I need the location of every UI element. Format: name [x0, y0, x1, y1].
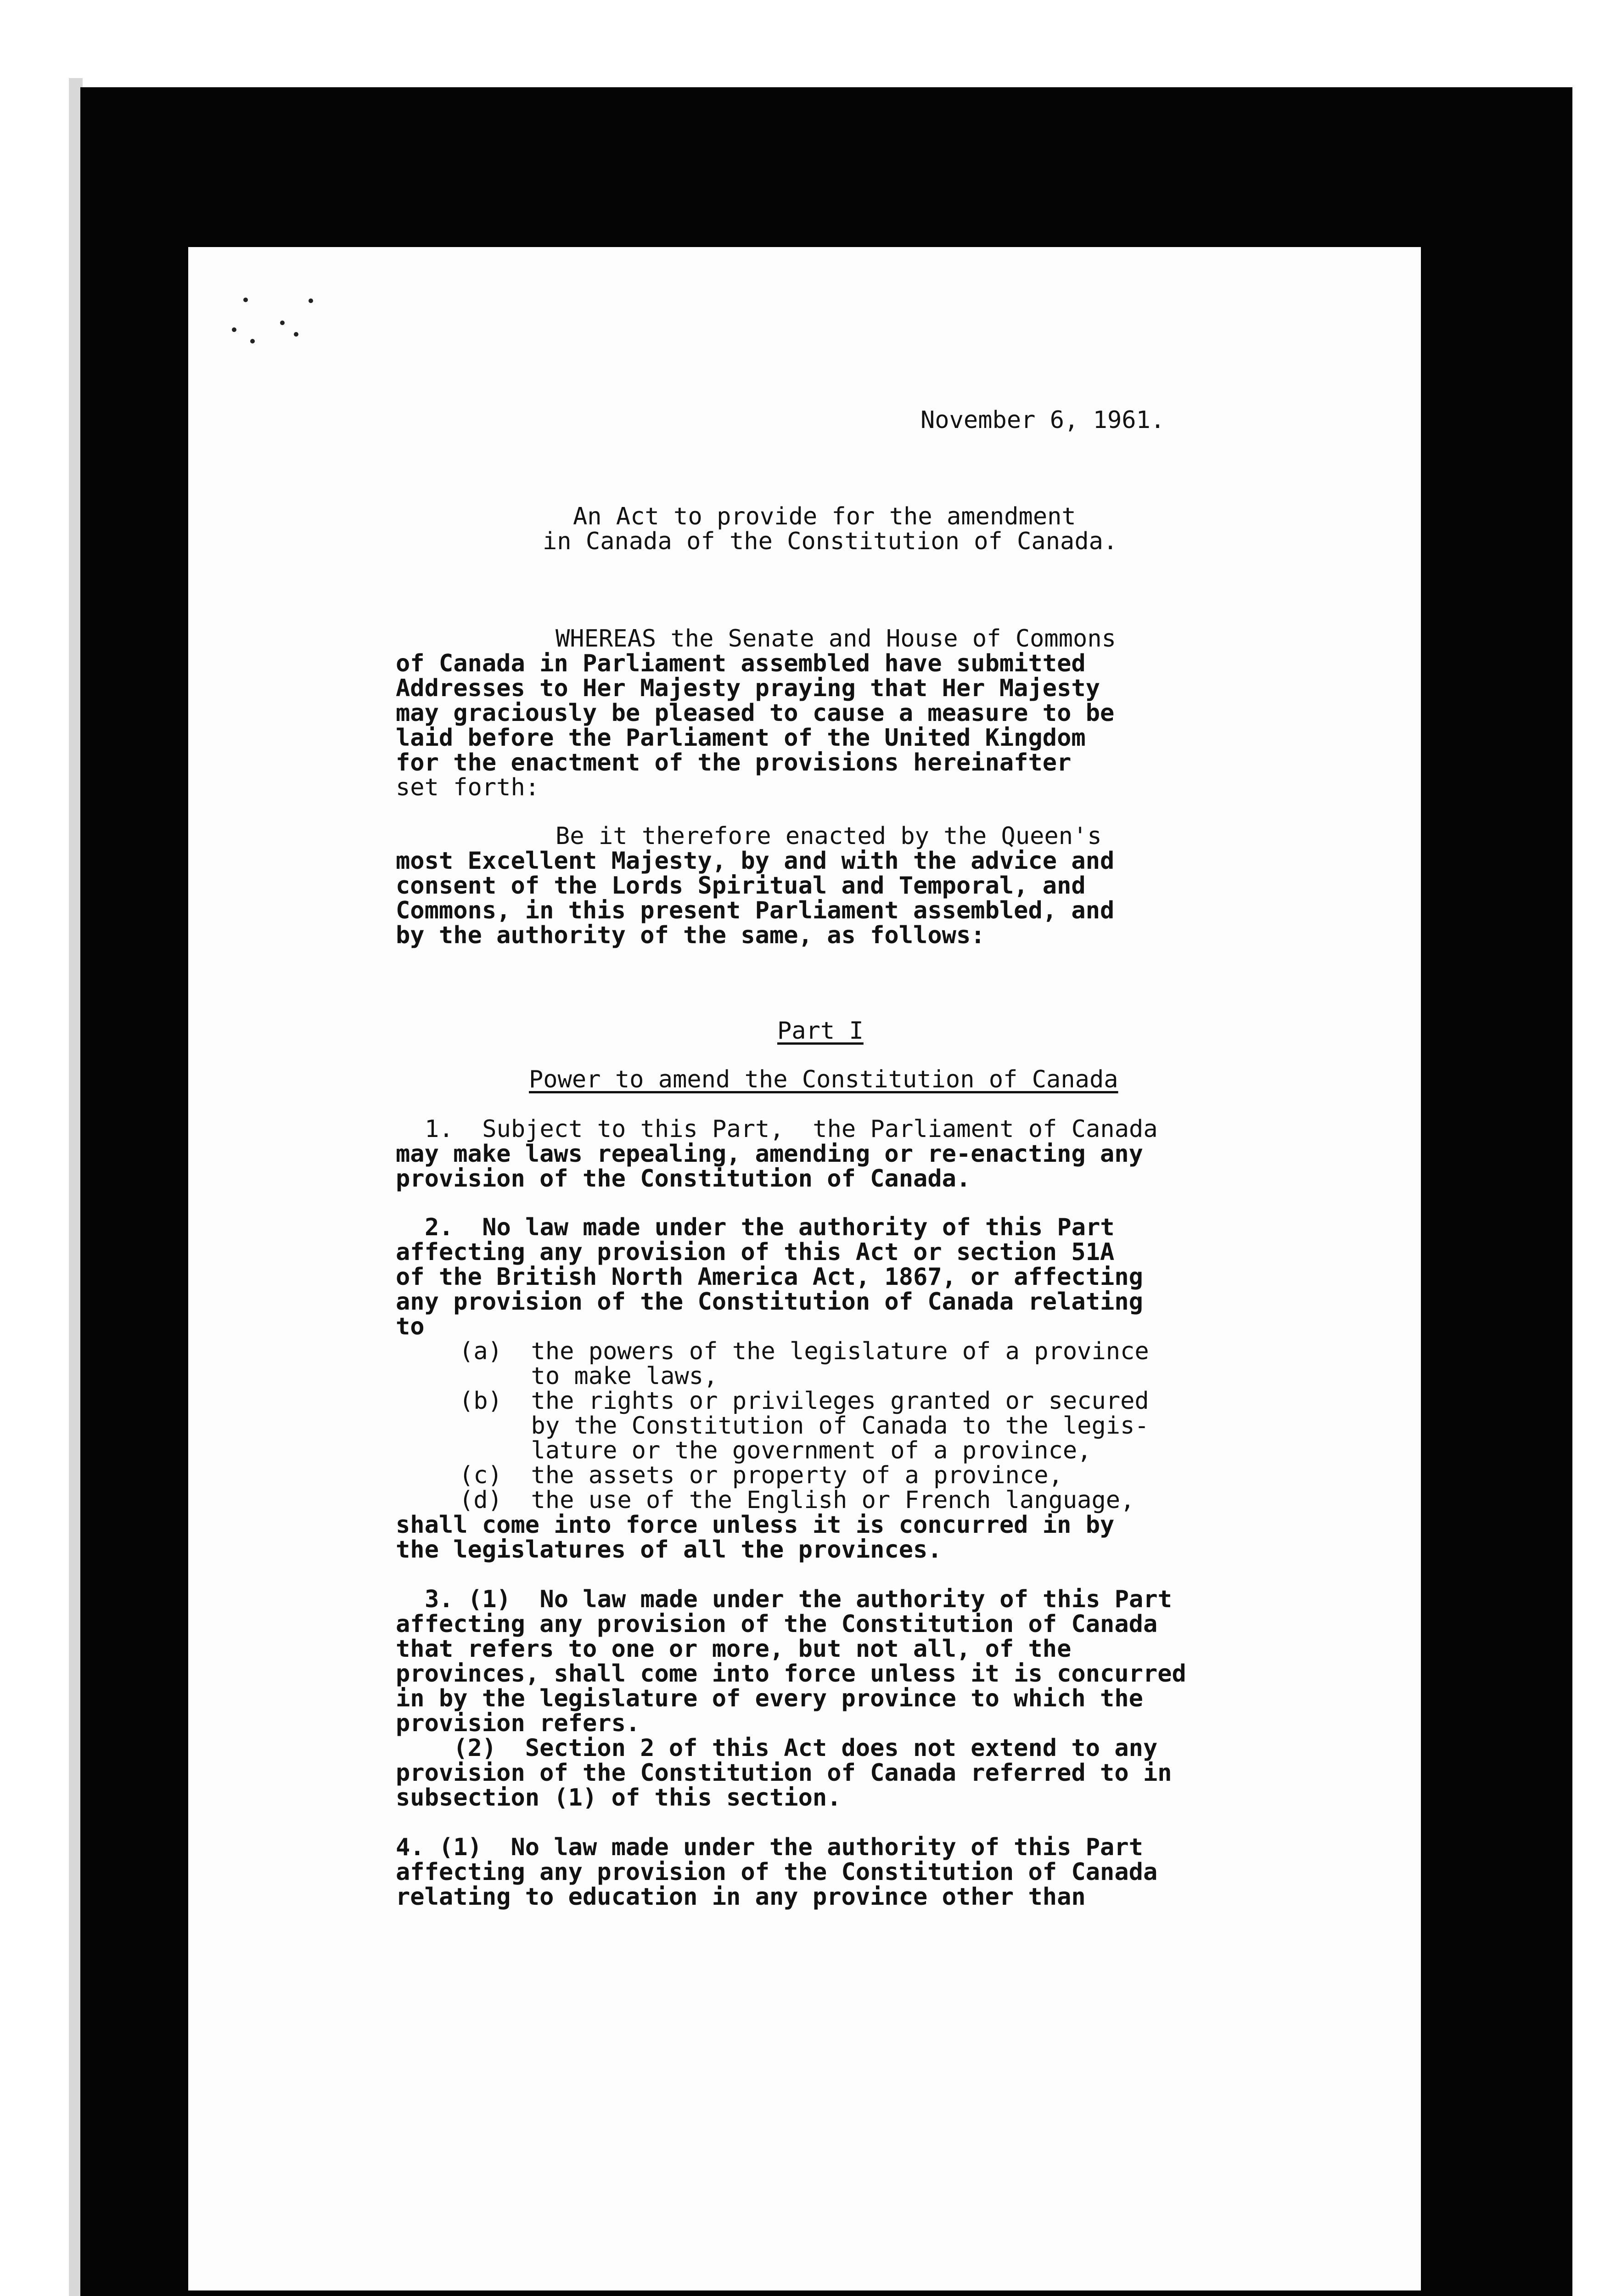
whereas-line: set forth:: [396, 774, 540, 801]
enacted-line: most Excellent Majesty, by and with the advice and: [396, 847, 1115, 875]
section-3-line: provision of the Constitution of Canada referred to in: [396, 1759, 1172, 1787]
section-2-tail: shall come into force unless it is concurred in by: [396, 1511, 1115, 1539]
act-title-line-2: in Canada of the Constitution of Canada.: [543, 528, 1118, 555]
section-4-line: relating to education in any province other than: [396, 1883, 1086, 1911]
document-body: [188, 247, 1421, 2290]
section-2-line: to: [396, 1313, 425, 1340]
section-2-item: to make laws,: [459, 1362, 718, 1390]
section-3-line: 3. (1) No law made under the authority of this Part: [425, 1586, 1172, 1613]
section-2-item: by the Constitution of Canada to the legis-: [459, 1412, 1149, 1440]
section-3-line: (2) Section 2 of this Act does not extend to any: [396, 1734, 1158, 1762]
section-3-line: provinces, shall come into force unless it is concurred: [396, 1660, 1186, 1688]
section-2-line: any provision of the Constitution of Canada relating: [396, 1288, 1143, 1316]
part-subheading: Power to amend the Constitution of Canada: [529, 1066, 1118, 1093]
section-2-line: 2. No law made under the authority of this Part: [425, 1214, 1115, 1241]
section-1-line: provision of the Constitution of Canada.: [396, 1165, 971, 1193]
section-2-item: (d) the use of the English or French language,: [459, 1486, 1135, 1514]
enacted-line: consent of the Lords Spiritual and Temporal, and: [396, 872, 1086, 900]
act-title-line-1: An Act to provide for the amendment: [573, 503, 1076, 530]
enacted-line: by the authority of the same, as follows:: [396, 922, 985, 949]
whereas-line: may graciously be pleased to cause a measure to be: [396, 699, 1115, 727]
section-3-line: that refers to one or more, but not all, of the: [396, 1635, 1072, 1663]
section-3-line: provision refers.: [396, 1710, 640, 1737]
section-2-line: affecting any provision of this Act or section 51A: [396, 1238, 1115, 1266]
section-4-line: 4. (1) No law made under the authority of this Part: [396, 1834, 1143, 1861]
section-4-line: affecting any provision of the Constitution of Canada: [396, 1858, 1158, 1886]
part-heading: Part I: [777, 1017, 864, 1045]
section-3-line: in by the legislature of every province to which the: [396, 1685, 1143, 1712]
whereas-line: Addresses to Her Majesty praying that Her Majesty: [396, 675, 1100, 702]
section-2-item: (b) the rights or privileges granted or secured: [459, 1387, 1149, 1415]
section-2-item: (a) the powers of the legislature of a province: [459, 1338, 1149, 1365]
section-3-line: subsection (1) of this section.: [396, 1784, 842, 1812]
section-3-line: affecting any provision of the Constitution of Canada: [396, 1610, 1158, 1638]
section-2-item: lature or the government of a province,: [459, 1437, 1092, 1464]
enacted-line: Commons, in this present Parliament assembled, and: [396, 897, 1115, 924]
enacted-line: Be it therefore enacted by the Queen's: [556, 822, 1102, 850]
whereas-line: WHEREAS the Senate and House of Commons: [556, 625, 1116, 653]
section-2-tail: the legislatures of all the provinces.: [396, 1536, 942, 1564]
section-2-line: of the British North America Act, 1867, or affecting: [396, 1263, 1143, 1291]
whereas-line: of Canada in Parliament assembled have submitted: [396, 650, 1086, 677]
section-1-line: 1. Subject to this Part, the Parliament of Canada: [425, 1115, 1158, 1143]
whereas-line: laid before the Parliament of the United Kingdom: [396, 724, 1086, 752]
whereas-line: for the enactment of the provisions hereinafter: [396, 749, 1072, 777]
document-date: November 6, 1961.: [920, 406, 1165, 434]
document-page: [188, 247, 1421, 2290]
section-1-line: may make laws repealing, amending or re-enacting any: [396, 1140, 1143, 1168]
section-2-item: (c) the assets or property of a province,: [459, 1462, 1063, 1489]
